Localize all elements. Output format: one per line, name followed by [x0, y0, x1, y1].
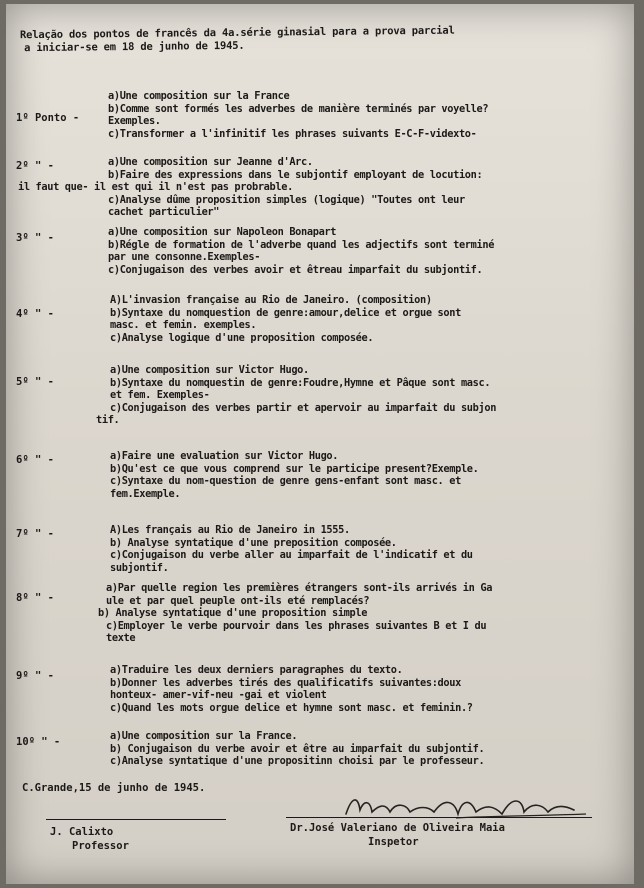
question-line: b)Comme sont formés les adverbes de manière terminés par voyelle? — [108, 102, 489, 115]
question-line: a)Une composition sur Napoleon Bonapart — [108, 226, 337, 238]
point-questions — [108, 90, 634, 140]
question-line: a)Une composition sur la France — [108, 90, 290, 102]
question-line: b)Syntaxe du nomquestion de genre:amour,delice et orgue sont — [110, 306, 461, 319]
question-line: fem.Exemple. — [110, 487, 181, 500]
question-line: b)Qu'est ce que vous comprend sur le participe present?Exemple. — [110, 462, 479, 475]
right-signatory-role: Inspetor — [368, 836, 419, 848]
question-line: tif. — [96, 414, 120, 427]
document-date: C.Grande,15 de junho de 1945. — [22, 782, 206, 794]
question-line: b)Donner les adverbes tirés des qualificatifs suivantes:doux — [110, 676, 461, 689]
question-line: b)Syntaxe du nomquestin de genre:Foudre,Hymne et Pâque sont masc. — [110, 376, 491, 389]
right-signature-line — [286, 817, 592, 818]
point-number: 5º " - — [16, 376, 54, 388]
point-number: 1º Ponto - — [16, 112, 80, 124]
point-questions — [108, 226, 634, 276]
question-line: a)Une composition sur la France. — [110, 730, 298, 742]
left-signatory-role: Professor — [72, 840, 129, 852]
question-line: Exemples. — [108, 115, 161, 128]
point-questions — [110, 294, 634, 344]
question-line: c)Quand les mots orgue delice et hymne sont masc. et feminin.? — [110, 701, 473, 714]
handwritten-signature — [336, 790, 596, 824]
question-line: par une consonne.Exemples- — [108, 251, 261, 264]
question-line: c)Transformer a l'infinitif les phrases suivants E-C-F-videxto- — [108, 127, 477, 140]
document-title — [20, 23, 620, 55]
point-number: 9º " - — [16, 670, 54, 682]
question-line: texte — [106, 632, 136, 645]
document-page — [6, 4, 634, 884]
title-line-1: Relação dos pontos de francês da 4a.série ginasial para a prova parcial — [19, 24, 455, 42]
right-signatory-name: Dr.José Valeriano de Oliveira Maia — [290, 822, 505, 834]
question-line: honteux- amer-vif-neu -gai et violent — [110, 689, 327, 702]
question-line: a)Faire une evaluation sur Victor Hugo. — [110, 450, 339, 462]
question-line: b)Faire des expressions dans le subjontif employant de locution: — [108, 168, 483, 181]
left-signatory-name: J. Calixto — [50, 826, 114, 838]
question-line: b)Régle de formation de l'adverbe quand les adjectifs sont terminé — [108, 238, 495, 251]
left-signature-line — [46, 819, 226, 820]
point-questions — [98, 582, 634, 645]
point-questions — [110, 664, 634, 714]
question-line: c)Conjugaison du verbe aller au imparfait de l'indicatif et du — [110, 549, 473, 562]
point-questions — [110, 450, 634, 500]
question-line: a)Une composition sur Victor Hugo. — [110, 364, 309, 376]
question-line: c)Analyse dûme proposition simples (logique) "Toutes ont leur — [108, 193, 465, 206]
question-line: A)Les français au Rio de Janeiro in 1555. — [110, 524, 350, 536]
question-line: b) Analyse syntatique d'une preposition composée. — [110, 536, 397, 549]
question-line: masc. et femin. exemples. — [110, 319, 257, 332]
question-line: c)Analyse syntatique d'une propositinn choisi par le professeur. — [110, 755, 485, 768]
point-number: 3º " - — [16, 232, 54, 244]
question-line: A)L'invasion française au Rio de Janeiro. (composition) — [110, 294, 432, 306]
question-line: et fem. Exemples- — [110, 389, 210, 402]
point-number: 6º " - — [16, 454, 54, 466]
question-line: c)Analyse logique d'une proposition composée. — [110, 331, 374, 344]
question-line: il faut que- il est qui il n'est pas probrable. — [18, 181, 293, 194]
question-line: ule et par quel peuple ont-ils eté remplacés? — [106, 594, 370, 607]
question-line: c)Syntaxe du nom-question de genre gens-enfant sont masc. et — [110, 475, 461, 488]
question-line: a)Traduire les deux derniers paragraphes du texto. — [110, 664, 403, 676]
question-line: b) Conjugaison du verbe avoir et être au imparfait du subjontif. — [110, 742, 485, 755]
point-number: 8º " - — [16, 592, 54, 604]
question-line: cachet particulier" — [108, 206, 220, 219]
question-line: a)Une composition sur Jeanne d'Arc. — [108, 156, 313, 168]
question-line: c)Employer le verbe pourvoir dans les phrases suivantes B et I du — [106, 619, 487, 632]
question-line: subjontif. — [110, 561, 169, 574]
point-number: 2º " - — [16, 160, 54, 172]
question-line: b) Analyse syntatique d'une proposition simple — [98, 607, 368, 620]
question-line: a)Par quelle region les premières étrangers sont-ils arrivés in Ga — [106, 582, 493, 594]
question-line: c)Conjugaison des verbes partir et apervoir au imparfait du subjon — [110, 401, 497, 414]
point-questions — [110, 524, 634, 574]
point-questions — [110, 730, 634, 768]
question-line: c)Conjugaison des verbes avoir et êtreau imparfait du subjontif. — [108, 263, 483, 276]
point-number: 7º " - — [16, 528, 54, 540]
point-number: 4º " - — [16, 308, 54, 320]
title-line-2: a iniciar-se em 18 de junho de 1945. — [24, 39, 245, 55]
point-number: 10º " - — [16, 736, 61, 748]
point-questions — [96, 364, 634, 427]
